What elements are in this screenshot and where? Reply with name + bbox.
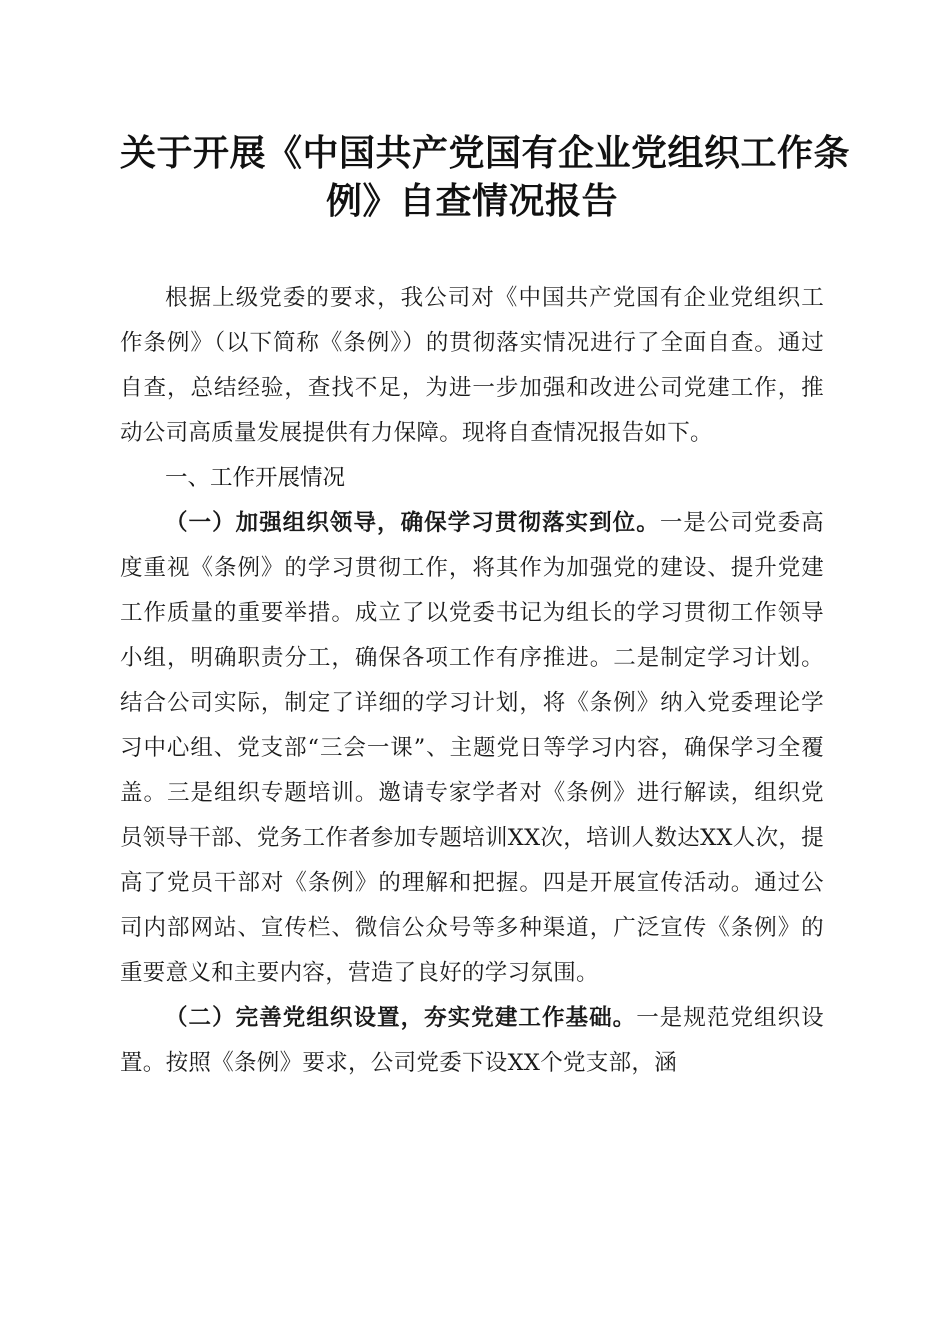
- title-line-1: 关于开展《中国共产党国有企业党组织工作条: [120, 133, 851, 174]
- subsection-text-1: 一是公司党委高度重视《条例》的学习贯彻工作，将其作为加强党的建设、提升党建工作质量的重要举措。成立了以党委书记为组长的学习贯彻工作领导小组，明确职责分工，确保各项工作有序推进。二是制定学习计划。结合公司实际，制定了详细的学习计划，将《条例》纳入党委理论学习中心组、党支部“三会一课”、主题党日等学习内容，确保学习全覆盖。三是组织专题培训。邀请专家学者对《条例》进行解读，组织党员领导干部、党务工作者参加专题培训XX次，培训人数达XX人次，提高了党员干部对《条例》的理解和把握。四是开展宣传活动。通过公司内部网站、宣传栏、微信公众号等多种渠道，广泛宣传《条例》的重要意义和主要内容，营造了良好的学习氛围。: [120, 510, 824, 986]
- subsection-paragraph-1: [120, 501, 824, 996]
- subsection-paragraph-2: [120, 996, 824, 1086]
- intro-paragraph: 根据上级党委的要求，我公司对《中国共产党国有企业党组织工作条例》（以下简称《条例》）的贯彻落实情况进行了全面自查。通过自查，总结经验，查找不足，为进一步加强和改进公司党建工作，推动公司高质量发展提供有力保障。现将自查情况报告如下。: [120, 285, 824, 446]
- document-body: [120, 276, 824, 1086]
- document-title: [120, 130, 851, 226]
- title-line-2: 例》自查情况报告: [325, 181, 618, 222]
- section-heading-1: 一、工作开展情况: [165, 465, 346, 491]
- subsection-lead-2: （二）完善党组织设置，夯实党建工作基础。: [165, 1005, 637, 1031]
- subsection-text-2: 一是规范党组织设置。按照《条例》要求，公司党委下设XX个党支部，涵: [120, 1005, 824, 1076]
- document-page: [120, 130, 851, 1086]
- subsection-lead-1: （一）加强组织领导，确保学习贯彻落实到位。: [165, 510, 660, 536]
